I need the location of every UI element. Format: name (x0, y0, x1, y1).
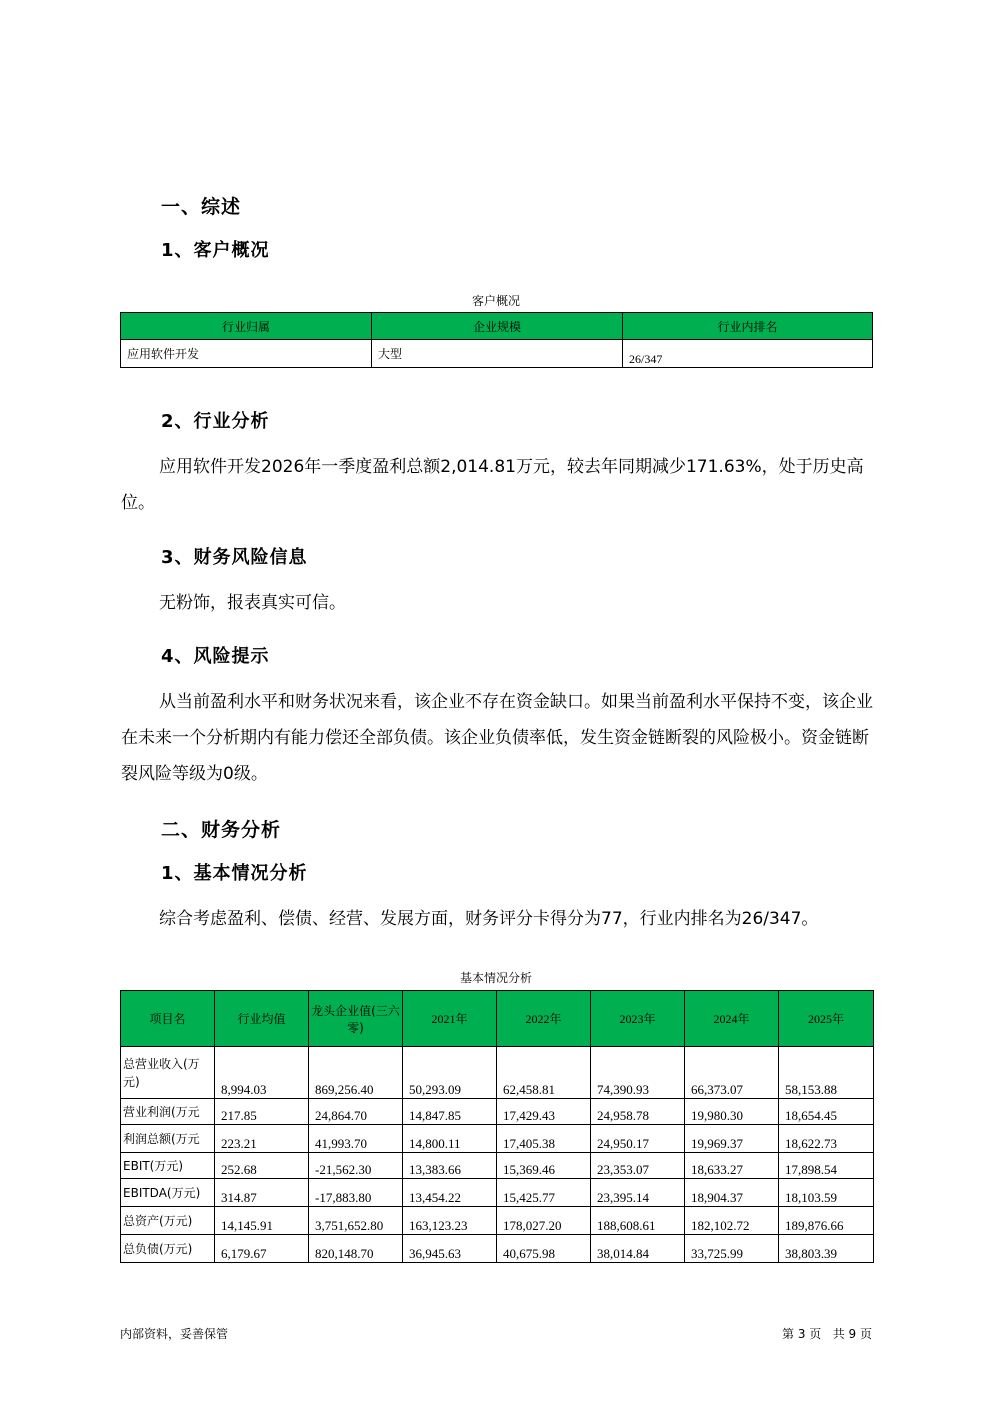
overview-cell-scale: 大型 (372, 340, 623, 368)
table-cell: 38,803.39 (779, 1235, 874, 1263)
footer-page-number: 第 3 页 共 9 页 (782, 1327, 872, 1341)
table-row (121, 1125, 874, 1153)
paragraph-financial-risk-info: 无粉饰，报表真实可信。 (159, 593, 346, 613)
table-cell: 38,014.84 (591, 1235, 685, 1263)
subsection-financial-risk-info: 3、财务风险信息 (161, 547, 308, 568)
overview-header-industry: 行业归属 (121, 313, 372, 340)
table-cell: 14,800.11 (403, 1125, 497, 1153)
basic-header-2024: 2024年 (685, 991, 779, 1047)
table-cell: 62,458.81 (497, 1047, 591, 1099)
table-cell: 23,395.14 (591, 1179, 685, 1207)
row-label: EBITDA(万元) (121, 1179, 215, 1207)
basic-header-2022: 2022年 (497, 991, 591, 1047)
table-cell: 19,969.37 (685, 1125, 779, 1153)
footer-confidential: 内部资料，妥善保管 (120, 1327, 229, 1341)
table-cell: 163,123.23 (403, 1207, 497, 1235)
row-label: 总营业收入(万元) (121, 1047, 215, 1099)
table-cell: 15,425.77 (497, 1179, 591, 1207)
basic-header-leader: 龙头企业值(三六零) (309, 991, 403, 1047)
overview-table-caption: 客户概况 (471, 294, 520, 308)
table-cell: 188,608.61 (591, 1207, 685, 1235)
row-label: 利润总额(万元 (121, 1125, 215, 1153)
subsection-risk-tip: 4、风险提示 (161, 646, 270, 667)
table-cell: 820,148.70 (309, 1235, 403, 1263)
basic-table-header-row (121, 991, 874, 1047)
basic-analysis-table (120, 990, 874, 1263)
row-label: EBIT(万元) (121, 1153, 215, 1179)
table-cell: 178,027.20 (497, 1207, 591, 1235)
basic-table-body (121, 1047, 874, 1263)
paragraph-industry-analysis: 应用软件开发2026年一季度盈利总额2,014.81万元，较去年同期减少171.63%，处于历史高位。 (121, 457, 864, 513)
table-cell: 17,898.54 (779, 1153, 874, 1179)
table-row (121, 1179, 874, 1207)
table-cell: 74,390.93 (591, 1047, 685, 1099)
table-cell: 23,353.07 (591, 1153, 685, 1179)
table-cell: 41,993.70 (309, 1125, 403, 1153)
table-row (121, 1047, 874, 1099)
basic-header-2021: 2021年 (403, 991, 497, 1047)
table-cell: -17,883.80 (309, 1179, 403, 1207)
subsection-industry-analysis: 2、行业分析 (161, 411, 270, 432)
section-title-financial-analysis: 二、财务分析 (161, 819, 282, 841)
basic-header-2025: 2025年 (779, 991, 874, 1047)
table-cell: 66,373.07 (685, 1047, 779, 1099)
table-cell: 223.21 (215, 1125, 309, 1153)
table-cell: 33,725.99 (685, 1235, 779, 1263)
table-row (121, 1153, 874, 1179)
table-cell: 17,429.43 (497, 1099, 591, 1125)
table-row (121, 1235, 874, 1263)
overview-header-rank: 行业内排名 (623, 313, 873, 340)
table-cell: 15,369.46 (497, 1153, 591, 1179)
table-cell: 3,751,652.80 (309, 1207, 403, 1235)
row-label: 营业利润(万元 (121, 1099, 215, 1125)
table-cell: 19,980.30 (685, 1099, 779, 1125)
basic-table-caption: 基本情况分析 (459, 971, 532, 985)
table-cell: 14,145.91 (215, 1207, 309, 1235)
basic-header-2023: 2023年 (591, 991, 685, 1047)
table-cell: 50,293.09 (403, 1047, 497, 1099)
overview-table-header-row (121, 313, 873, 340)
table-cell: 189,876.66 (779, 1207, 874, 1235)
table-cell: 17,405.38 (497, 1125, 591, 1153)
table-cell: 314.87 (215, 1179, 309, 1207)
table-cell: 18,654.45 (779, 1099, 874, 1125)
row-label: 总负债(万元) (121, 1235, 215, 1263)
table-cell: 6,179.67 (215, 1235, 309, 1263)
paragraph-risk-tip: 从当前盈利水平和财务状况来看，该企业不存在资金缺口。如果当前盈利水平保持不变，该企业在未来一个分析期内有能力偿还全部负债。该企业负债率低，发生资金链断裂的风险极小。资金链断裂风险等级为0级。 (121, 692, 873, 784)
table-cell: 24,864.70 (309, 1099, 403, 1125)
table-cell: 36,945.63 (403, 1235, 497, 1263)
table-cell: 18,622.73 (779, 1125, 874, 1153)
table-cell: 217.85 (215, 1099, 309, 1125)
table-cell: 24,950.17 (591, 1125, 685, 1153)
paragraph-basic-analysis: 综合考虑盈利、偿债、经营、发展方面，财务评分卡得分为77，行业内排名为26/347。 (159, 909, 819, 929)
overview-cell-rank: 26/347 (623, 340, 873, 368)
overview-table (120, 312, 873, 368)
row-label: 总资产(万元) (121, 1207, 215, 1235)
table-cell: 8,994.03 (215, 1047, 309, 1099)
basic-header-item: 项目名 (121, 991, 215, 1047)
table-cell: 252.68 (215, 1153, 309, 1179)
table-row (121, 1099, 874, 1125)
table-cell: 24,958.78 (591, 1099, 685, 1125)
section-title-overview: 一、综述 (161, 196, 242, 218)
table-cell: 40,675.98 (497, 1235, 591, 1263)
subsection-customer-overview: 1、客户概况 (161, 240, 270, 261)
table-cell: 18,103.59 (779, 1179, 874, 1207)
table-cell: 13,383.66 (403, 1153, 497, 1179)
table-cell: -21,562.30 (309, 1153, 403, 1179)
table-cell: 182,102.72 (685, 1207, 779, 1235)
overview-header-scale: 企业规模 (372, 313, 623, 340)
table-row (121, 1207, 874, 1235)
table-cell: 869,256.40 (309, 1047, 403, 1099)
overview-table-row (121, 340, 873, 368)
table-cell: 18,633.27 (685, 1153, 779, 1179)
subsection-basic-analysis: 1、基本情况分析 (161, 863, 308, 884)
table-cell: 14,847.85 (403, 1099, 497, 1125)
table-cell: 18,904.37 (685, 1179, 779, 1207)
table-cell: 13,454.22 (403, 1179, 497, 1207)
basic-header-industry-avg: 行业均值 (215, 991, 309, 1047)
overview-cell-industry: 应用软件开发 (121, 340, 372, 368)
table-cell: 58,153.88 (779, 1047, 874, 1099)
